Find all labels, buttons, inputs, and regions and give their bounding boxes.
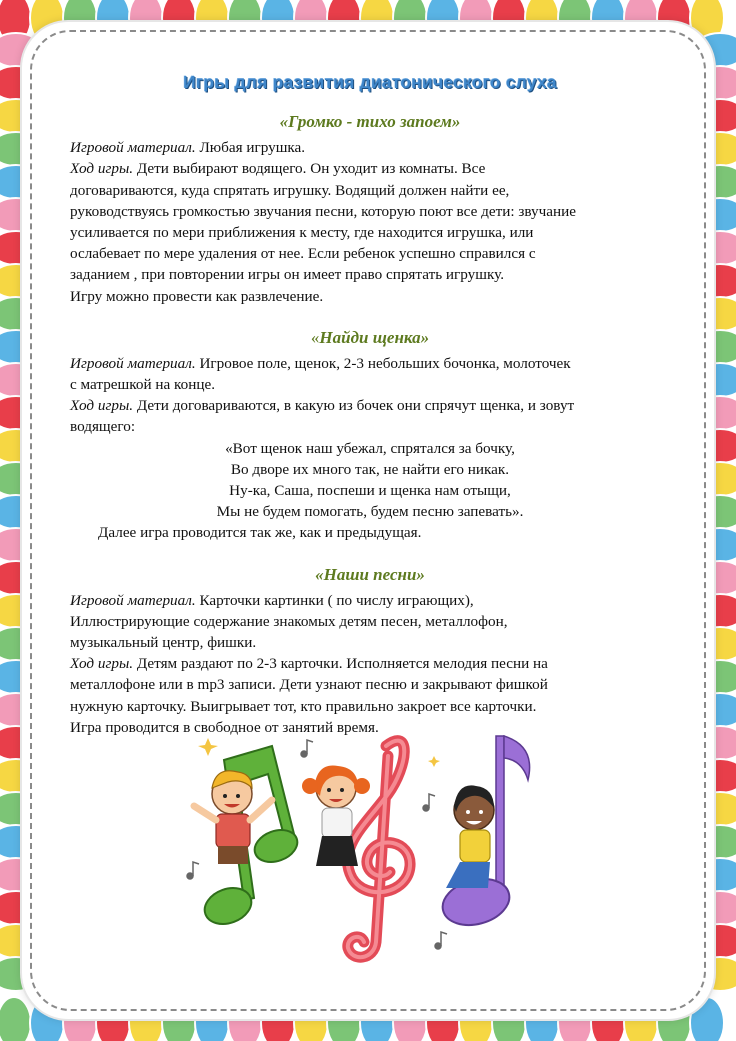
flow-line: Дети договариваются, в какую из бочек они спрячут щенка, и зовут xyxy=(133,397,575,415)
game-2-flow xyxy=(70,395,670,416)
girl-character xyxy=(302,766,370,867)
game-title-1 xyxy=(70,111,670,133)
spacer xyxy=(70,544,670,558)
material-line: Карточки картинки ( по числу играющих), xyxy=(195,591,474,609)
flow-line: нужную карточку. Выигрывает тот, кто правильно закроет все карточки. xyxy=(70,697,537,715)
game-title-2 xyxy=(70,327,670,349)
quote-close: » xyxy=(416,564,425,584)
game-title-3 xyxy=(70,564,670,586)
flow-label: Ход игры. xyxy=(70,655,134,673)
poem-line: Во дворе их много так, не найти его никак. xyxy=(230,460,510,478)
flow-line: Игра проводится в свободное от занятий время. xyxy=(70,718,379,736)
flow-line: договариваются, куда спрятать игрушку. Водящий должен найти ее, xyxy=(70,181,510,199)
quote-close: » xyxy=(451,112,461,132)
quote-open: « xyxy=(279,112,289,132)
game-3-flow xyxy=(70,653,670,674)
material-label: Игровой материал. xyxy=(70,591,196,609)
game-title-text: Громко - тихо запоем xyxy=(288,112,452,132)
material-label: Игровой материал. xyxy=(70,139,196,157)
flow-line: заданием , при повторении игры он имеет право спрятать игрушку. xyxy=(70,266,505,284)
flow-line: Дети выбирают водящего. Он уходит из комнаты. Все xyxy=(133,160,486,178)
flow-label: Ход игры. xyxy=(70,160,134,178)
game-1-flow xyxy=(70,158,670,179)
scallop xyxy=(0,997,31,1041)
flow-line: руководствуясь громкостью звучания песни, которую поют все дети: звучание xyxy=(70,202,576,220)
flow-line: ослабевает по мере удаления от нее. Если ребенок успешно справился с xyxy=(70,245,536,263)
game-title-text: Найди щенка xyxy=(319,327,421,347)
boy-character-2 xyxy=(446,785,494,888)
game-1-material xyxy=(70,137,670,158)
poem-line: «Вот щенок наш убежал, спрятался за бочку, xyxy=(225,439,515,457)
page-title: Игры для развития диатонического слуха xyxy=(183,72,557,92)
quote-open: « xyxy=(310,327,320,347)
document-content xyxy=(70,72,670,738)
green-note-icon xyxy=(200,746,302,930)
flow-label: Ход игры. xyxy=(70,397,134,415)
quote-open: « xyxy=(315,564,324,584)
material-text: Любая игрушка. xyxy=(195,139,306,157)
poem-line: Ну-ка, Саша, поспеши и щенка нам отыщи, xyxy=(229,482,511,500)
flow-line: Игру можно провести как развлечение. xyxy=(70,287,324,305)
material-line: Игровое поле, щенок, 2-3 небольших бочонка, молоточек xyxy=(195,354,571,372)
material-line: музыкальный центр, фишки. xyxy=(70,634,257,652)
spacer xyxy=(70,307,670,321)
flow-line: водящего: xyxy=(70,418,136,436)
poem-line: Мы не будем помогать, будем песню запевать». xyxy=(216,503,524,521)
flow-line: металлофоне или в mp3 записи. Дети узнают песню и закрывают фишкой xyxy=(70,676,548,694)
game-2-closing: Далее игра проводится так же, как и предыдущая. xyxy=(98,524,422,542)
treble-clef-icon xyxy=(347,741,410,958)
flow-line: усиливается по мери приближения к месту, где находится игрушка, или xyxy=(70,224,534,242)
game-title-text: Наши песни xyxy=(323,564,417,584)
game-2-material xyxy=(70,353,670,374)
game-3-material xyxy=(70,590,670,611)
material-line: Иллюстрирующие содержание знакомых детям песен, металлофон, xyxy=(70,612,508,630)
material-line: с матрешкой на конце. xyxy=(70,376,216,394)
quote-close: » xyxy=(420,327,430,347)
kids-music-notes-illustration xyxy=(176,716,556,966)
material-label: Игровой материал. xyxy=(70,354,196,372)
flow-line: Детям раздают по 2-3 карточки. Исполняется мелодия песни на xyxy=(133,655,548,673)
